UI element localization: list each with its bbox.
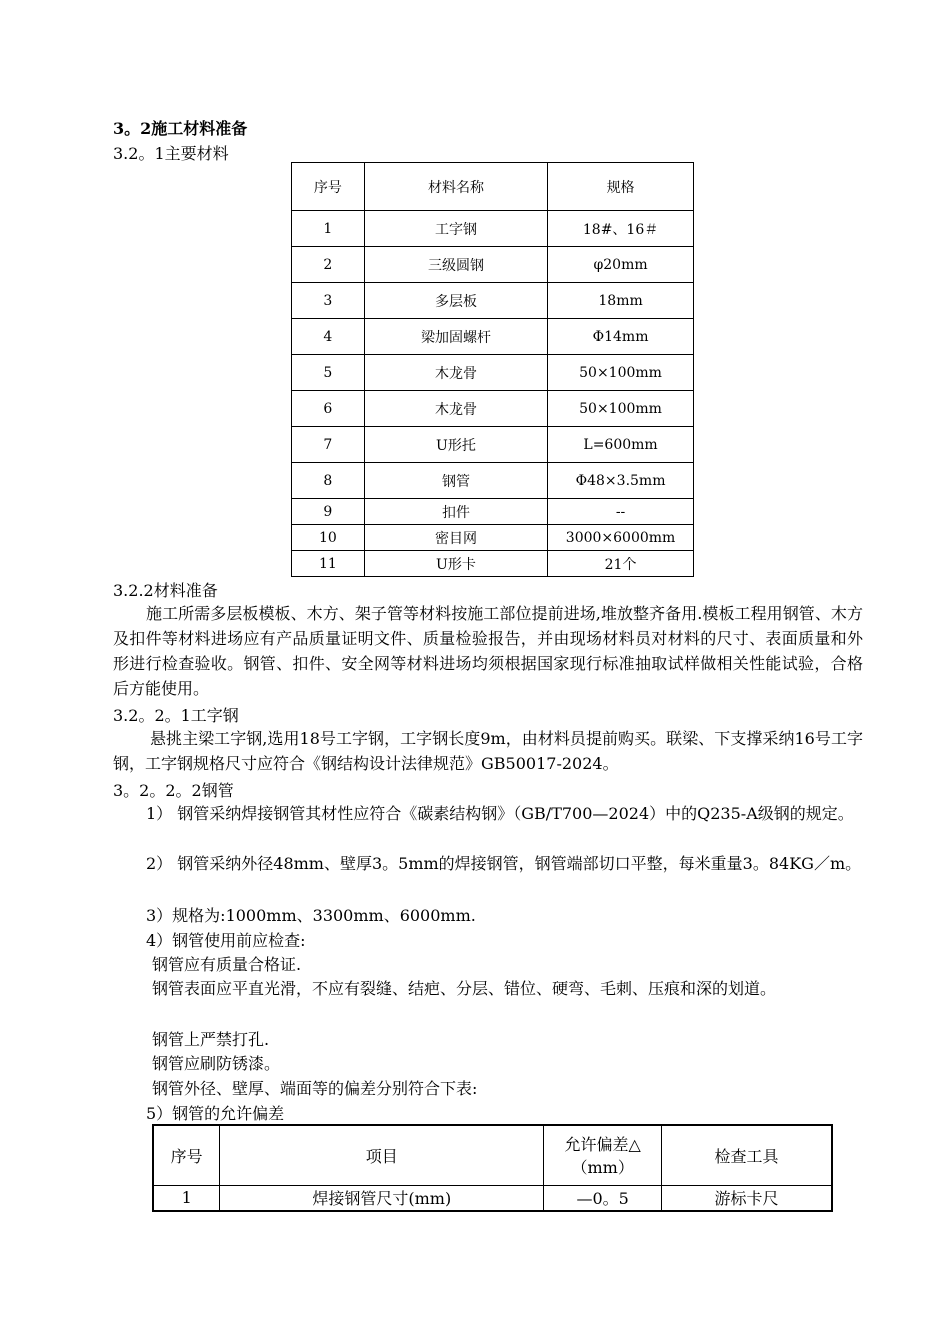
pipe-item-3: 3）规格为:1000mm、3300mm、6000mm. [146,906,476,925]
pipe-check-1: 钢管应有质量合格证. [152,955,302,974]
table-row [292,499,694,525]
pipe-item-2: 2） 钢管采纳外径48mm、壁厚3。5mm的焊接钢管，钢管端部切口平整，每米重量3。84KG／m。 [146,854,862,873]
cell-spec: 18mm [548,283,694,319]
header-index: 序号 [153,1125,220,1185]
cell-index: 1 [292,211,365,247]
cell-name: U形托 [364,427,547,463]
table-row [292,551,694,577]
cell-name: 梁加固螺杆 [364,319,547,355]
cell-spec: 50×100mm [548,355,694,391]
ibeam-heading: 3.2。2。1工字钢 [113,706,239,725]
prep-heading: 3.2.2材料准备 [113,581,218,600]
pipe-item-1: 1） 钢管采纳焊接钢管其材性应符合《碳素结构钢》（GB/T700—2024）中的Q235-A级钢的规定。 [146,804,854,823]
header-item: 项目 [220,1125,544,1185]
table-row [292,319,694,355]
materials-table [291,162,694,577]
pipe-item-4: 4）钢管使用前应检查: [146,931,306,950]
header-material-name: 材料名称 [364,163,547,211]
table-row [292,283,694,319]
pipe-heading: 3。2。2。2钢管 [113,781,234,800]
sub-heading-main-materials: 3.2。1主要材料 [113,144,229,163]
cell-index: 2 [292,247,365,283]
cell-spec: Φ14mm [548,319,694,355]
cell-name: 扣件 [364,499,547,525]
pipe-check-5: 钢管外径、壁厚、端面等的偏差分别符合下表: [152,1079,478,1098]
cell-spec: 21个 [548,551,694,577]
table-row [292,463,694,499]
header-tolerance-line1: 允许偏差△ [564,1135,641,1155]
tolerance-table [152,1124,833,1212]
table-row [292,427,694,463]
pipe-check-2: 钢管表面应平直光滑，不应有裂缝、结疤、分层、错位、硬弯、毛刺、压痕和深的划道。 [152,979,777,998]
prep-paragraph: 施工所需多层板模板、木方、架子管等材料按施工部位提前进场,堆放整齐备用.模板工程用钢管、木方及扣件等材料进场应有产品质量证明文件、质量检验报告，并由现场材料员对材料的尺寸、表面质量和外形进行检查验收。钢管、扣件、安全网等材料进场均须根据国家现行标准抽取试样做相关性能试验，合格后方能使用。 [113,604,863,698]
section-heading: 3。2施工材料准备 [113,119,248,138]
header-tool: 检查工具 [662,1125,832,1185]
table-header-row [153,1125,832,1185]
cell-index: 4 [292,319,365,355]
cell-spec: L=600mm [548,427,694,463]
table-row [292,247,694,283]
cell-tolerance: —0。5 [544,1185,662,1211]
pipe-item-5: 5）钢管的允许偏差 [146,1104,285,1123]
table-row [292,211,694,247]
table-row [292,525,694,551]
table-row [292,391,694,427]
table-row [292,355,694,391]
cell-index: 11 [292,551,365,577]
ibeam-paragraph: 悬挑主梁工字钢,选用18号工字钢，工字钢长度9m，由材料员提前购买。联梁、下支撑采纳16号工字钢，工字钢规格尺寸应符合《钢结构设计法律规范》GB50017-2024。 [113,729,863,773]
cell-index: 10 [292,525,365,551]
cell-name: 工字钢 [364,211,547,247]
cell-index: 3 [292,283,365,319]
cell-index: 8 [292,463,365,499]
cell-name: 钢管 [364,463,547,499]
pipe-check-3: 钢管上严禁打孔. [152,1030,270,1049]
cell-spec: Φ48×3.5mm [548,463,694,499]
cell-spec: 50×100mm [548,391,694,427]
table-row [153,1185,832,1211]
cell-item: 焊接钢管尺寸(mm) [220,1185,544,1211]
header-index: 序号 [292,163,365,211]
cell-name: 多层板 [364,283,547,319]
header-spec: 规格 [548,163,694,211]
cell-name: 木龙骨 [364,355,547,391]
table-header-row [292,163,694,211]
cell-spec: -- [548,499,694,525]
header-tolerance-unit: （mm） [571,1158,634,1178]
cell-index: 5 [292,355,365,391]
cell-spec: 18#、16＃ [548,211,694,247]
cell-name: 三级圆钢 [364,247,547,283]
pipe-check-4: 钢管应刷防锈漆。 [152,1054,281,1073]
cell-tool: 游标卡尺 [662,1185,832,1211]
cell-index: 6 [292,391,365,427]
cell-index: 1 [153,1185,220,1211]
cell-name: 密目网 [364,525,547,551]
header-tolerance [544,1125,662,1185]
cell-index: 9 [292,499,365,525]
cell-name: U形卡 [364,551,547,577]
cell-index: 7 [292,427,365,463]
cell-spec: 3000×6000mm [548,525,694,551]
cell-spec: φ20mm [548,247,694,283]
cell-name: 木龙骨 [364,391,547,427]
